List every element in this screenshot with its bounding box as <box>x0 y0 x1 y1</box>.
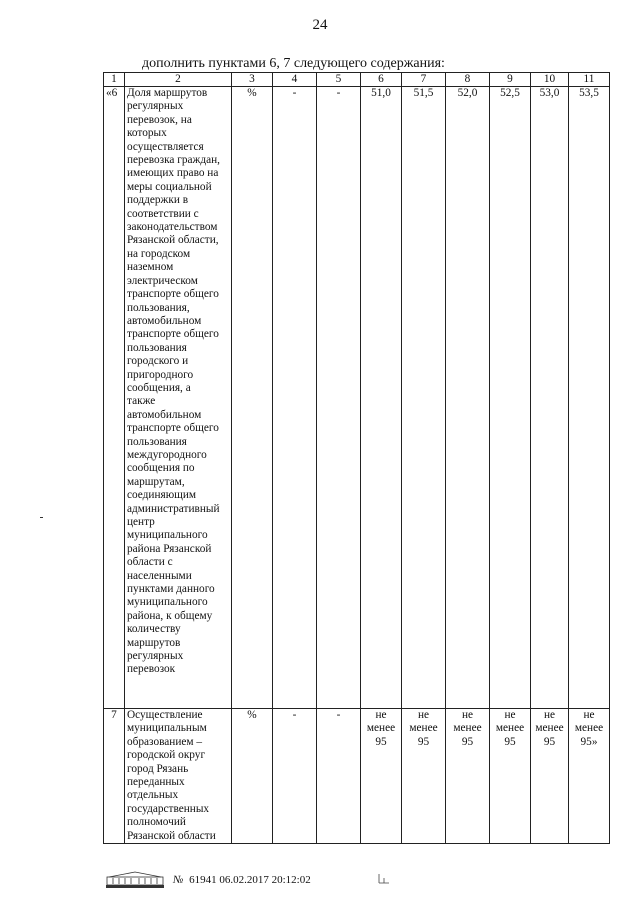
intro-text: дополнить пунктами 6, 7 следующего содержания: <box>142 56 445 71</box>
registration-stamp <box>173 874 311 886</box>
value-cell: 51,0 <box>361 87 402 709</box>
header-cell: 6 <box>361 73 402 87</box>
header-cell: 9 <box>490 73 531 87</box>
value-cell: - <box>317 709 361 844</box>
table-header-row <box>104 73 610 87</box>
value-cell: - <box>317 87 361 709</box>
value-cell: не менее 95 <box>531 709 569 844</box>
header-cell: 2 <box>125 73 232 87</box>
row-number: «6 <box>104 87 125 709</box>
registration-timestamp: 06.02.2017 20:12:02 <box>219 874 311 886</box>
value-cell: - <box>273 87 317 709</box>
table-row <box>104 87 610 709</box>
value-cell: не менее 95 <box>446 709 490 844</box>
scan-mark-icon <box>375 872 393 886</box>
value-cell: 53,5 <box>569 87 610 709</box>
indicators-table <box>103 72 610 844</box>
value-cell: не менее 95 <box>402 709 446 844</box>
header-cell: 10 <box>531 73 569 87</box>
value-cell: 51,5 <box>402 87 446 709</box>
value-cell: 53,0 <box>531 87 569 709</box>
value-cell: 52,5 <box>490 87 531 709</box>
indicator-description: Доля маршрутов регулярных перевозок, на которых осуществляется перевозка граждан, имеющих право на меры социальной поддержки в соответствии с законодательством Рязанской области, на городском наземном электрическом транспорте общего пользования, автомобильном транспорте общего пользования городского и пригородного сообщения, а также автомобильном транспорте общего пользования междугородного сообщения по маршрутам, соединяющим административный центр муниципального района Рязанской области с населенными пунктами данного муниципального района, к общему количеству маршрутов регулярных перевозок <box>125 87 232 709</box>
header-cell: 4 <box>273 73 317 87</box>
value-cell: не менее 95 <box>490 709 531 844</box>
page-number: 24 <box>312 17 328 33</box>
value-cell: не менее 95» <box>569 709 610 844</box>
scan-speck <box>40 517 43 518</box>
document-footer <box>105 870 311 890</box>
value-cell: 52,0 <box>446 87 490 709</box>
table-row <box>104 709 610 844</box>
unit-cell: % <box>232 709 273 844</box>
header-cell: 11 <box>569 73 610 87</box>
number-sign: № <box>173 874 184 886</box>
header-cell: 7 <box>402 73 446 87</box>
registration-number: 61941 <box>189 874 217 886</box>
header-cell: 3 <box>232 73 273 87</box>
indicator-description: Осуществление муниципальным образованием – городской округ город Рязань переданных отдельных государственных полномочий Рязанской области <box>125 709 232 844</box>
unit-cell: % <box>232 87 273 709</box>
row-number: 7 <box>104 709 125 844</box>
header-cell: 5 <box>317 73 361 87</box>
registry-building-logo <box>105 871 165 889</box>
header-cell: 1 <box>104 73 125 87</box>
header-cell: 8 <box>446 73 490 87</box>
value-cell: - <box>273 709 317 844</box>
value-cell: не менее 95 <box>361 709 402 844</box>
